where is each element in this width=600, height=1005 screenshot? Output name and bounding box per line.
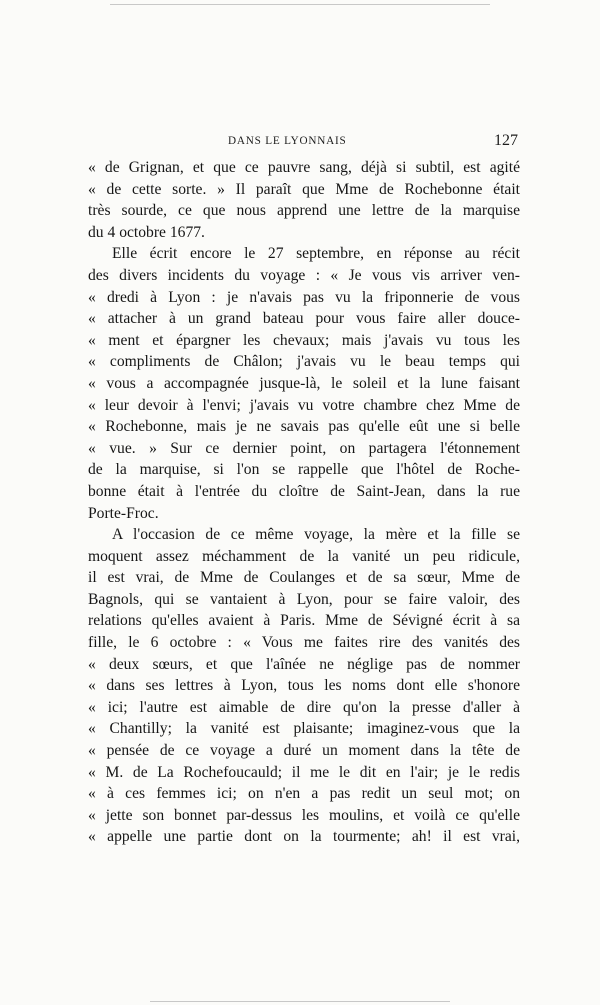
text-line: « M. de La Rochefoucauld; il me le dit en l'air; je le redis (88, 763, 520, 781)
text-line: relations qu'elles avaient à Paris. Mme de Sévigné écrit à sa (88, 612, 520, 630)
text-line: A l'occasion de ce même voyage, la mère et la fille se (112, 526, 520, 544)
text-line: « Rochebonne, mais je ne savais pas qu'elle eût une si belle (88, 418, 520, 436)
text-line: du 4 octobre 1677. (88, 223, 205, 241)
text-line: bonne était à l'entrée du cloître de Saint-Jean, dans la rue (88, 482, 520, 500)
text-line: de la marquise, si l'on se rappelle que l'hôtel de Roche- (88, 461, 520, 479)
bottom-page-edge (150, 1001, 450, 1002)
text-line: « compliments de Châlon; j'avais vu le beau temps qui (88, 353, 520, 371)
text-line: « Chantilly; la vanité est plaisante; imaginez-vous que la (88, 720, 520, 738)
text-line: « ment et épargner les chevaux; mais j'avais vu tous les (88, 331, 520, 349)
text-line: « jette son bonnet par-dessus les moulins, et voilà ce qu'elle (88, 806, 520, 824)
text-line: « vue. » Sur ce dernier point, on partagera l'étonnement (88, 439, 520, 457)
text-line: « appelle une partie dont on la tourmente; ah! il est vrai, (88, 828, 520, 846)
text-line: « de cette sorte. » Il paraît que Mme de Rochebonne était (88, 180, 520, 198)
text-line: fille, le 6 octobre : « Vous me faites rire des vanités des (88, 634, 520, 652)
top-page-edge (110, 4, 490, 5)
text-line: Porte-Froc. (88, 504, 159, 522)
page-header (88, 132, 520, 154)
text-line: « à ces femmes ici; on n'en a pas redit un seul mot; on (88, 785, 520, 803)
text-line: « vous a accompagnée jusque-là, le soleil et la lune faisant (88, 374, 520, 392)
text-line: des divers incidents du voyage : « Je vous vis arriver ven- (88, 266, 520, 284)
text-line: « leur devoir à l'envi; j'avais vu votre chambre chez Mme de (88, 396, 520, 414)
text-line: moquent assez méchamment de la vanité un peu ridicule, (88, 547, 520, 565)
text-line: Bagnols, qui se vantaient à Lyon, pour se faire valoir, des (88, 590, 520, 608)
text-line: « attacher à un grand bateau pour vous faire aller douce- (88, 310, 520, 328)
text-line: il est vrai, de Mme de Coulanges et de sa sœur, Mme de (88, 569, 520, 587)
text-line: Elle écrit encore le 27 septembre, en réponse au récit (112, 245, 520, 263)
text-line: « de Grignan, et que ce pauvre sang, déjà si subtil, est agité (88, 159, 520, 176)
text-line: « deux sœurs, et que l'aînée ne néglige pas de nommer (88, 655, 520, 673)
page-number: 127 (494, 132, 518, 149)
text-line: « pensée de ce voyage a duré un moment dans la tête de (88, 742, 520, 760)
text-line: « dans ses lettres à Lyon, tous les noms dont elle s'honore (88, 677, 520, 695)
running-title: DANS LE LYONNAIS (228, 135, 347, 147)
text-line: « ici; l'autre est aimable de dire qu'on la presse d'aller à (88, 698, 520, 716)
text-line: « dredi à Lyon : je n'avais pas vu la friponnerie de vous (88, 288, 520, 306)
body-text (88, 157, 520, 848)
text-line: très sourde, ce que nous apprend une lettre de la marquise (88, 202, 520, 220)
